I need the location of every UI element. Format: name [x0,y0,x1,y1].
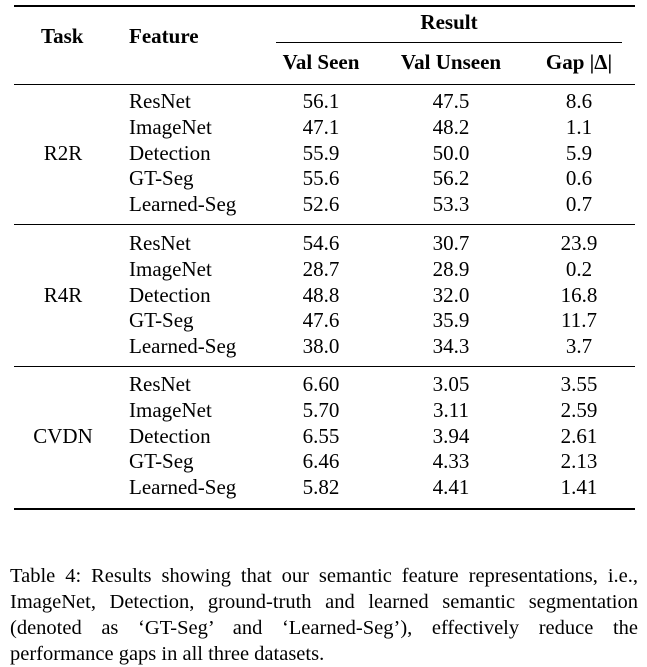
gap-cell: 0.7 [565,192,593,217]
gap-cell: 23.9 [560,231,598,255]
header-gap: Gap |Δ| [545,50,613,74]
result-span-rule [276,42,622,43]
val-unseen-cell: 48.2 [432,114,470,139]
val-seen-cell: 47.1 [302,114,340,139]
val-unseen-cell: 3.94 [432,423,470,448]
val-unseen-cell: 4.33 [432,449,470,474]
group-divider-rule [14,224,635,225]
val-seen-cell: 6.55 [302,423,340,448]
val-unseen-cell: 56.2 [432,166,470,191]
feature-cell: ImageNet [129,397,212,422]
val-seen-cell: 47.6 [302,308,340,333]
feature-cell: Detection [129,282,211,307]
val-unseen-cell: 3.11 [433,397,469,422]
val-seen-cell: 6.46 [302,449,340,474]
val-seen-cell: 54.6 [302,231,340,255]
top-rule [14,5,635,7]
gap-cell: 2.13 [560,449,598,474]
task-label: CVDN [33,423,93,448]
val-seen-cell: 55.9 [302,140,340,165]
gap-cell: 0.2 [565,256,593,281]
val-unseen-cell: 53.3 [432,192,470,217]
group-divider-rule [14,366,635,367]
feature-cell: Learned-Seg [129,475,237,500]
feature-cell: GT-Seg [129,166,194,191]
header-val-unseen: Val Unseen [400,50,502,74]
bottom-rule [14,508,635,510]
header-task: Task [41,24,84,48]
header-val-seen: Val Seen [282,50,360,74]
feature-cell: ResNet [129,372,191,396]
gap-cell: 1.1 [565,114,593,139]
gap-cell: 3.7 [565,334,593,359]
feature-cell: ResNet [129,231,191,255]
feature-cell: Learned-Seg [129,192,237,217]
feature-cell: GT-Seg [129,308,194,333]
val-unseen-cell: 30.7 [432,231,470,255]
val-unseen-cell: 28.9 [432,256,470,281]
feature-cell: ImageNet [129,256,212,281]
val-unseen-cell: 34.3 [432,334,470,359]
feature-cell: ImageNet [129,114,212,139]
gap-cell: 3.55 [560,372,598,396]
header-bottom-rule [14,84,635,85]
gap-cell: 11.7 [561,308,597,333]
gap-cell: 0.6 [565,166,593,191]
val-unseen-cell: 47.5 [432,89,470,113]
gap-cell: 2.59 [560,397,598,422]
val-unseen-cell: 4.41 [432,475,470,500]
val-seen-cell: 38.0 [302,334,340,359]
val-unseen-cell: 32.0 [432,282,470,307]
header-result: Result [420,10,478,34]
task-label: R4R [43,282,83,307]
val-seen-cell: 55.6 [302,166,340,191]
feature-cell: GT-Seg [129,449,194,474]
val-seen-cell: 6.60 [302,372,340,396]
feature-cell: Detection [129,423,211,448]
val-unseen-cell: 35.9 [432,308,470,333]
feature-cell: ResNet [129,89,191,113]
val-seen-cell: 52.6 [302,192,340,217]
gap-cell: 16.8 [560,282,598,307]
val-seen-cell: 48.8 [302,282,340,307]
val-seen-cell: 28.7 [302,256,340,281]
val-seen-cell: 5.70 [302,397,340,422]
task-label: R2R [43,140,83,165]
gap-cell: 5.9 [565,140,593,165]
val-unseen-cell: 3.05 [432,372,470,396]
gap-cell: 8.6 [565,89,593,113]
gap-cell: 2.61 [560,423,598,448]
header-feature: Feature [129,24,199,48]
feature-cell: Learned-Seg [129,334,237,359]
table-caption: Table 4: Results showing that our semantic feature representations, i.e., ImageNet, Detection, ground-truth and learned semantic segmentation (denoted as ‘GT-Seg’ and ‘Learned-Seg’), effectively reduce the performance gaps in all three datasets. [10,564,638,665]
val-seen-cell: 5.82 [302,475,340,500]
gap-cell: 1.41 [560,475,598,500]
val-seen-cell: 56.1 [302,89,340,113]
feature-cell: Detection [129,140,211,165]
val-unseen-cell: 50.0 [432,140,470,165]
